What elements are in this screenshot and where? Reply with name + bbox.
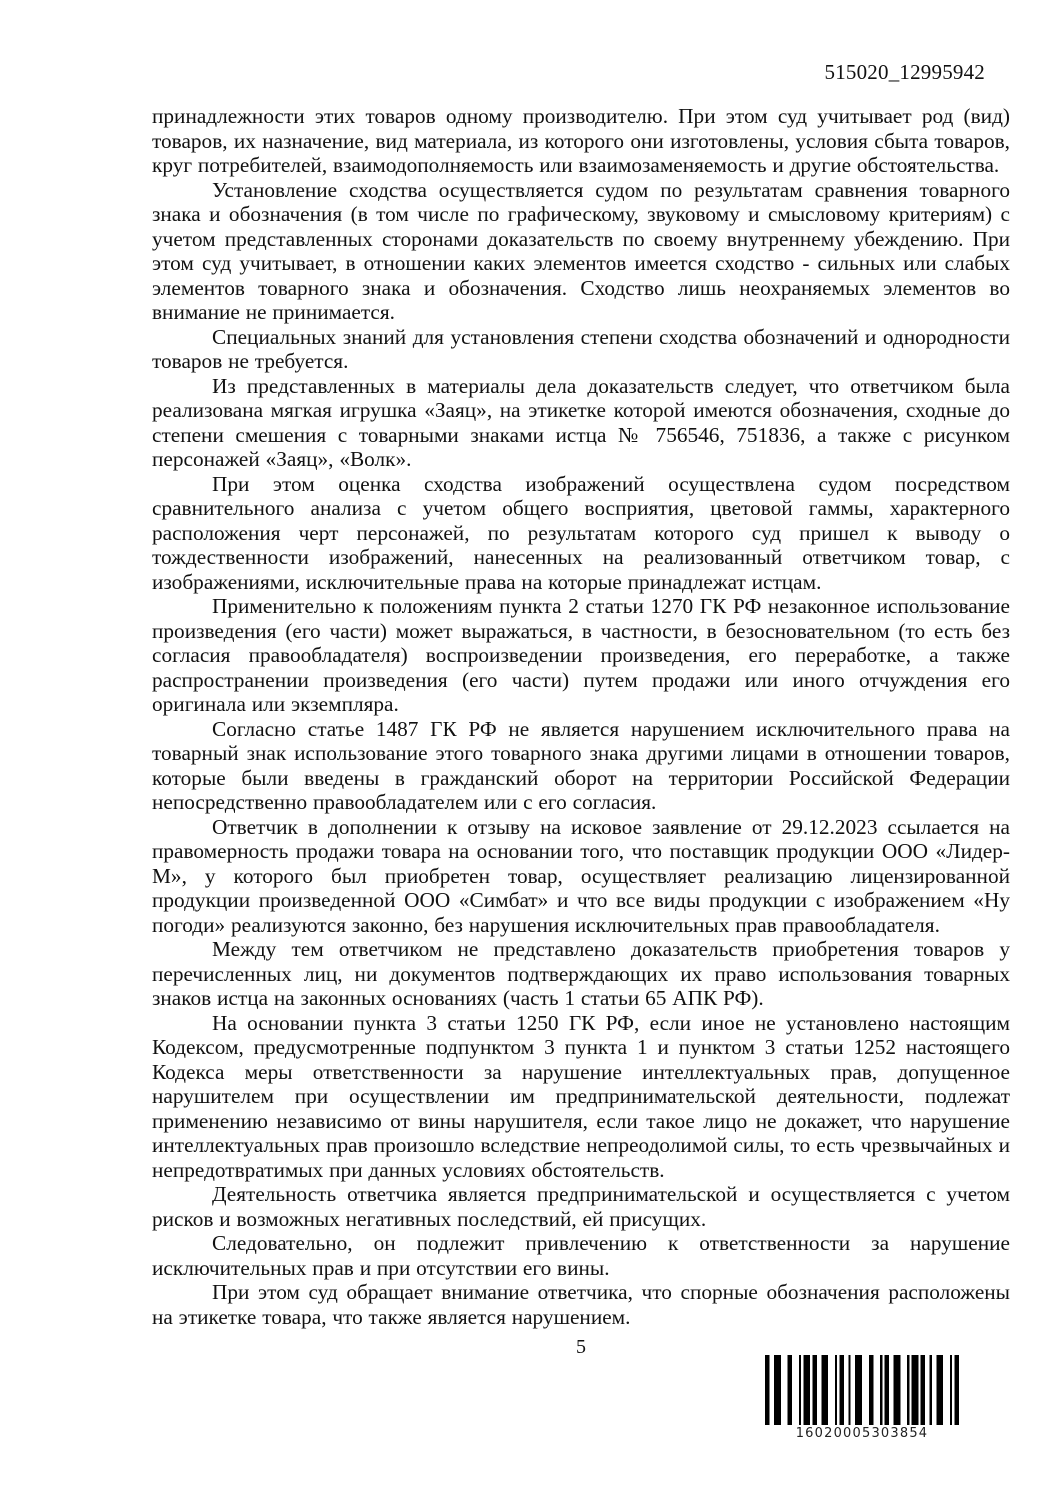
paragraph: Следовательно, он подлежит привлечению к ответственности за нарушение исключительных прав и при отсутствии его вины. <box>152 1231 1010 1280</box>
paragraph: Специальных знаний для установления степени сходства обозначений и однородности товаров не требуется. <box>152 324 1010 373</box>
paragraph: Применительно к положениям пункта 2 статьи 1270 ГК РФ незаконное использование произведения (его части) может выражаться, в частности, в безосновательном (то есть без согласия правообладателя) воспроизведении произведения, его переработке, а также распространении произведения (его части) путем продажи или иного отчуждения его оригинала или экземпляра. <box>152 594 1010 716</box>
paragraph: Деятельность ответчика является предпринимательской и осуществляется с учетом рисков и возможных негативных последствий, ей присущих. <box>152 1182 1010 1231</box>
paragraph: На основании пункта 3 статьи 1250 ГК РФ, если иное не установлено настоящим Кодексом, предусмотренные подпунктом 3 пункта 1 и пунктом 3 статьи 1252 настоящего Кодекса меры ответственности за нарушение интеллектуальных прав, допущенное нарушителем при осуществлении им предпринимательской деятельности, подлежат применению независимо от вины нарушителя, если такое лицо не докажет, что нарушение интеллектуальных прав произошло вследствие непреодолимой силы, то есть чрезвычайных и непредотвратимых при данных условиях обстоятельств. <box>152 1010 1010 1182</box>
paragraph: Установление сходства осуществляется судом по результатам сравнения товарного знака и обозначения (в том числе по графическому, звуковому и смысловому критериям) с учетом представленных сторонами доказательств по своему внутреннему убеждению. При этом суд учитывает, в отношении каких элементов имеется сходство - сильных или слабых элементов товарного знака и обозначения. Сходство лишь неохраняемых элементов во внимание не принимается. <box>152 177 1010 324</box>
paragraph: Из представленных в материалы дела доказательств следует, что ответчиком была реализована мягкая игрушка «Заяц», на этикетке которой имеются обозначения, сходные до степени смешения с товарными знаками истца № 756546, 751836, а также с рисунком персонажей «Заяц», «Волк». <box>152 373 1010 471</box>
paragraph: Согласно статье 1487 ГК РФ не является нарушением исключительного права на товарный знак использование этого товарного знака другими лицами в отношении товаров, которые были введены в гражданский оборот на территории Российской Федерации непосредственно правообладателем или с его согласия. <box>152 716 1010 814</box>
paragraph: Ответчик в дополнении к отзыву на исковое заявление от 29.12.2023 ссылается на правомерность продажи товара на основании того, что поставщик продукции ООО «Лидер-М», у которого был приобретен товар, осуществляет реализацию лицензированной продукции произведенной ООО «Симбат» и что все виды продукции с изображением «Ну погоди» реализуются законно, без нарушения исключительных прав правообладателя. <box>152 814 1010 937</box>
barcode-value: 16020005303854 <box>795 1426 929 1441</box>
document-code: 515020_12995942 <box>824 60 985 84</box>
paragraph: При этом суд обращает внимание ответчика, что спорные обозначения расположены на этикетке товара, что также является нарушением. <box>152 1280 1010 1329</box>
page-number: 5 <box>576 1336 586 1358</box>
document-body <box>152 104 1010 1360</box>
barcode-bars <box>765 1355 959 1425</box>
barcode <box>765 1355 959 1441</box>
paragraph: При этом оценка сходства изображений осуществлена судом посредством сравнительного анализа с учетом общего восприятия, цветовой гаммы, характерного расположения черт персонажей, по результатам которого суд пришел к выводу о тождественности изображений, нанесенных на реализованный ответчиком товар, с изображениями, исключительные права на которые принадлежат истцам. <box>152 471 1010 594</box>
paragraph: Между тем ответчиком не представлено доказательств приобретения товаров у перечисленных лиц, ни документов подтверждающих их право использования товарных знаков истца на законных основаниях (часть 1 статьи 65 АПК РФ). <box>152 937 1010 1010</box>
paragraph: принадлежности этих товаров одному производителю. При этом суд учитывает род (вид) товаров, их назначение, вид материала, из которого они изготовлены, условия сбыта товаров, круг потребителей, взаимодополняемость или взаимозаменяемость и другие обстоятельства. <box>152 104 1010 177</box>
